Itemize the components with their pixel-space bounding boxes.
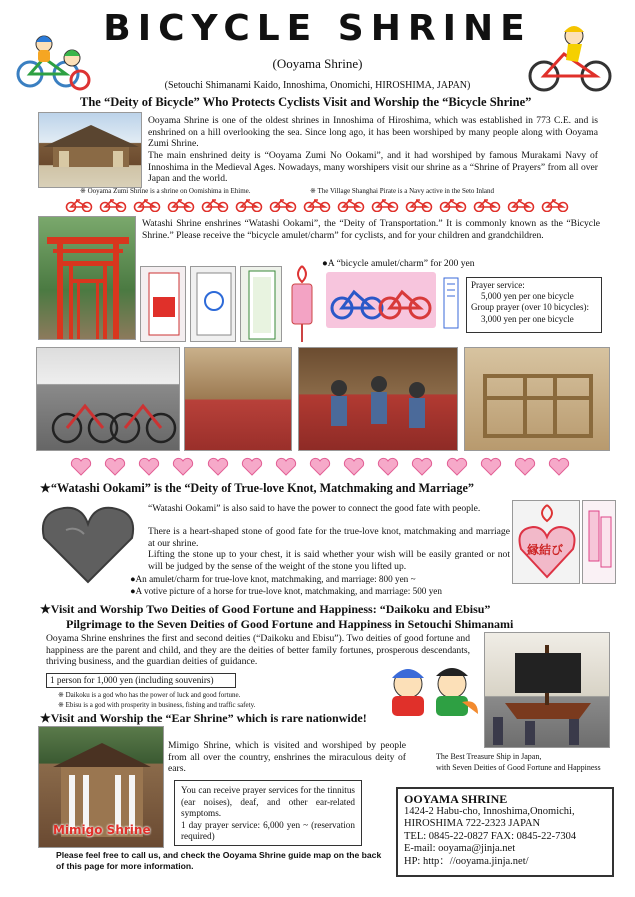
contact-box [396,787,614,877]
heart-icon [480,457,502,477]
bicycle-icon [540,198,570,212]
cyclist-illustration-right [520,22,620,94]
bicycle-icon [370,198,400,212]
bicycle-icon [64,198,94,212]
section1-note-1: ※ Ooyama Zumi Shrine is a shrine on Oomishima in Ehime. [80,187,251,195]
amulet-photo-3 [240,266,282,342]
matchmaking-charm-text: 縁結び [527,543,564,557]
prayer-service-box [466,277,602,333]
heart-icon [514,457,536,477]
contact-homepage[interactable]: HP: http：//ooyama.jinja.net/ [404,855,529,867]
bicycle-amulet-strap [440,274,462,332]
bicycle-amulet-image [326,272,436,328]
heart-icon [70,457,92,477]
section4-price-box [46,673,236,688]
treasure-ship-photo [484,632,610,748]
heart-icon [138,457,160,477]
contact-address-2: HIROSHIMA 722-2323 JAPAN [404,818,541,830]
daikoku-ebisu-illustration [378,662,482,718]
bicycle-icon [200,198,230,212]
bicycle-icon [506,198,536,212]
matchmaking-charm-photo [512,500,580,584]
section4-note-1: ※ Daikoku is a god who has the power of luck and good fortune. [58,691,241,699]
section3-price-1: ●An amulet/charm for true-love knot, matchmaking, and marriage: 800 yen ~ [130,574,416,584]
worshipers-photo [298,347,458,451]
section3-paragraph-2: There is a heart-shaped stone of good fate for the true-love knot, matchmaking and marriage at our shrine. [148,526,510,549]
page-subtitle: (Ooyama Shrine) [272,56,363,71]
bicycle-icon [166,198,196,212]
amulet-price-label: ●A “bicycle amulet/charm” for 200 yen [322,258,475,269]
bicycle-icon [132,198,162,212]
votive-charms-photo [582,500,616,584]
mimigo-shrine-photo [38,726,164,848]
heart-divider [70,457,570,477]
amulet-charm-photo [284,264,320,344]
bicycle-icon [336,198,366,212]
section3-heading: ★“Watashi Ookami” is the “Deity of True-love Knot, Matchmaking and Marriage” [40,481,474,495]
section5-paragraph: Mimigo Shrine, which is visited and worshiped by people from all over the country, enshrines the miraculous deity of ears. [168,740,406,775]
shrine-interior-photo-2 [464,347,610,451]
section3-paragraph-1: “Watashi Ookami” is also said to have the power to connect the good fate with people. [148,503,481,514]
contact-email[interactable]: E-mail: ooyama@jinja.net [404,843,516,855]
section2-paragraph: Watashi Shrine enshrines “Watashi Ookami”, the “Deity of Transportation.” It is commonly known as the “Bicycle Shrine.” Please receive the “bicycle amulet/charm” for cyclists, and for your children and grandchildren. [142,218,600,241]
ear-prayer-text: You can receive prayer services for the tinnitus (ear noises), deaf, and other ear-related symptoms. [181,785,355,819]
heart-icon [377,457,399,477]
contact-tel-fax[interactable]: TEL: 0845-22-0827 FAX: 0845-22-7304 [404,830,577,842]
prayer-individual-price: 5,000 yen per one bicycle [481,291,574,302]
heart-icon [241,457,263,477]
mimigo-photo-label: Mimigo Shrine [53,823,151,837]
bicycle-icon [472,198,502,212]
bicycle-icon [302,198,332,212]
ship-caption-1: The Best Treasure Ship in Japan, [436,752,542,761]
ear-prayer-price: 1 day prayer service: 6,000 yen ~ (reservation required) [181,819,355,842]
prayer-group-label: Group prayer (over 10 bicycles): [471,302,589,313]
footer-note: Please feel free to call us, and check the Ooyama Shrine guide map on the back of this page for more information. [56,850,382,871]
bicycle-divider [64,198,570,212]
section1-paragraph-2: The main enshrined deity is “Ooyama Zumi No Ookami”, and it had worshiped by famous Murakami Navy of Innoshima in the Medieval Ages. Nowadays, many worshipers visit our shrine as a “Shrine of Prayers” from all over Japan and the world. [148,150,598,185]
heart-icon [309,457,331,477]
section4-heading-2: Pilgrimage to the Seven Deities of Good Fortune and Happiness in Setouchi Shimanami [66,617,514,631]
heart-icon [172,457,194,477]
ship-caption-2: with Seven Deities of Good Fortune and Happiness [436,763,601,772]
section4-paragraph: Ooyama Shrine enshrines the first and second deities (“Daikoku and Ebisu”). Two deities of good fortune and happiness are the parent and child, and they are the deities of better family fortunes, prosperous descendants, thriving business, and the guardian deities of guidance. [46,633,470,668]
section5-heading: ★Visit and Worship the “Ear Shrine” which is rare nationwide! [40,711,367,725]
heart-icon [446,457,468,477]
contact-address-1: 1424-2 Habu-cho, Innoshima,Onomichi, [404,806,575,817]
section4-note-2: ※ Ebisu is a god with prosperity in business, fishing and traffic safety. [58,701,256,709]
section3-paragraph-3: Lifting the stone up to your chest, it is said whether your wish will be easily granted or not will be judged by the sense of the weight of the stone you lifted up. [148,549,510,572]
bicycle-icon [268,198,298,212]
amulet-photo-1 [140,266,186,342]
shrine-main-photo [38,112,142,188]
heart-stone-photo [36,500,140,586]
heart-icon [275,457,297,477]
section1-heading: The “Deity of Bicycle” Who Protects Cyclists Visit and Worship the “Bicycle Shrine” [80,95,532,109]
prayer-service-label: Prayer service: [471,280,525,290]
section1-paragraph-1: Ooyama Shrine is one of the oldest shrines in Innoshima of Hiroshima, which was established in 773 C.E. and is enshrined on a hill overlooking the sea. Since long ago, it has been worshiped by many people along with Ooyama Zumi Shrine. [148,115,598,150]
page-title: BICYCLE SHRINE [103,8,532,49]
prayer-group-price: 3,000 yen per one bicycle [481,313,574,324]
contact-name: OOYAMA SHRINE [404,792,508,806]
section4-price: 1 person for 1,000 yen (including souvenirs) [50,675,214,685]
bicycle-icon [98,198,128,212]
location-line: (Setouchi Shimanami Kaido, Innoshima, Onomichi, HIROSHIMA, JAPAN) [164,80,471,91]
shrine-interior-photo-1 [184,347,292,451]
heart-icon [207,457,229,477]
bicycle-icon [234,198,264,212]
bicycle-icon [438,198,468,212]
bicycle-icon [404,198,434,212]
amulet-photo-2 [190,266,236,342]
heart-icon [343,457,365,477]
torii-gates-photo [38,216,136,340]
heart-icon [548,457,570,477]
heart-icon [104,457,126,477]
bicycles-parked-photo [36,347,180,451]
section1-note-2: ※ The Village Shanghai Pirate is a Navy active in the Seto Inland [310,187,495,195]
ear-prayer-box [174,780,362,846]
heart-icon [411,457,433,477]
section4-heading-1: ★Visit and Worship Two Deities of Good Fortune and Happiness: “Daikoku and Ebisu” [40,602,491,616]
section3-price-2: ●A votive picture of a horse for true-love knot, matchmaking, and marriage: 500 yen [130,586,442,596]
